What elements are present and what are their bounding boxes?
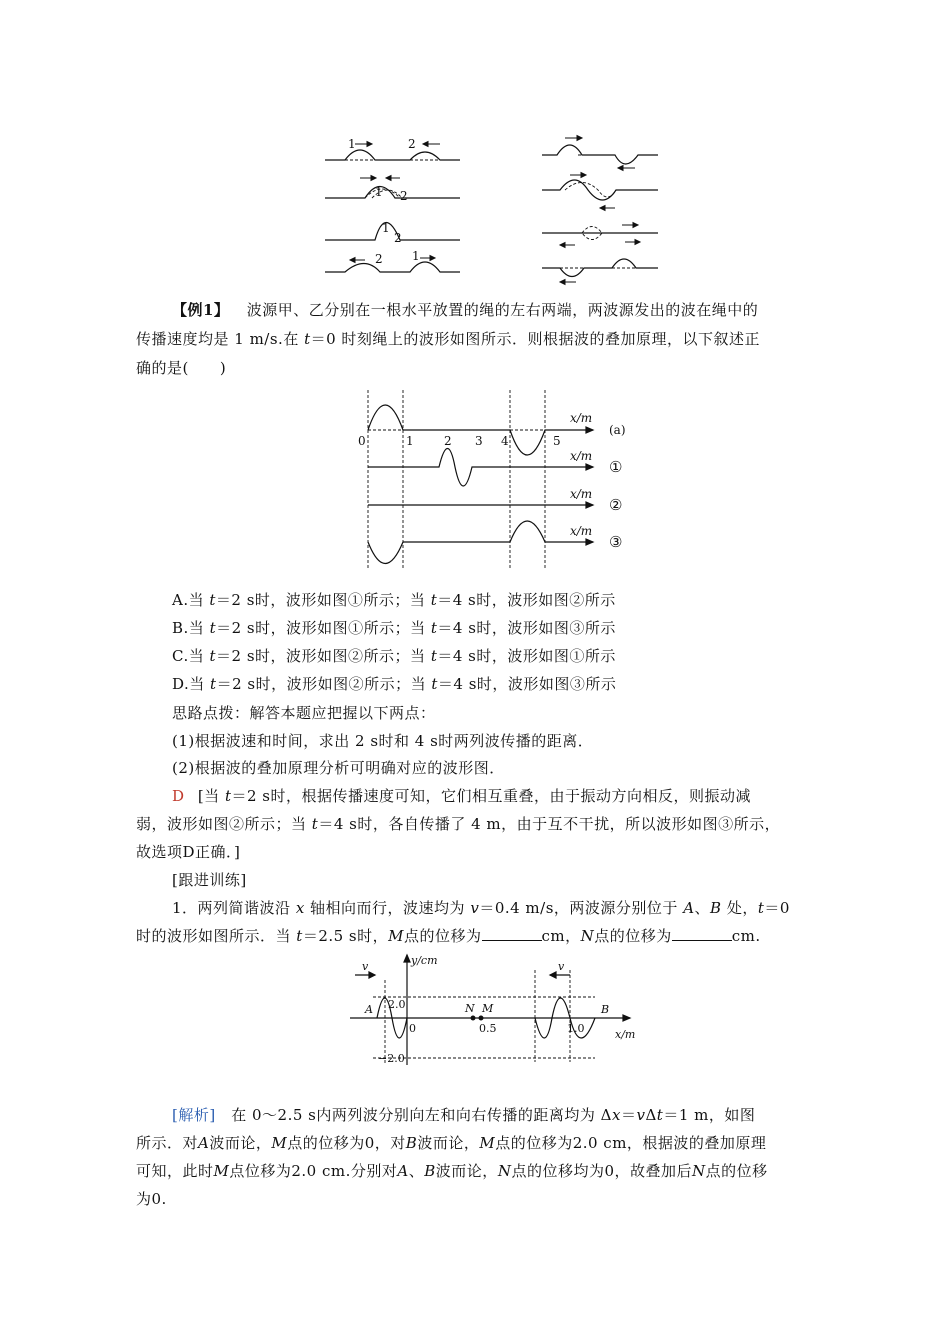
analysis-line: 为0. [136, 1190, 167, 1208]
tick-label: 2 [444, 434, 452, 448]
analysis-line: 可知，此时M点位移为2.0 cm.分别对A、B波而论，N点的位移均为0，故叠加后N点的位移 [136, 1162, 768, 1180]
row-label: (a) [609, 423, 626, 437]
point-n [471, 1016, 476, 1021]
y-axis-label: y/cm [411, 954, 438, 967]
axis-label: x/m [570, 449, 593, 463]
hint-title: 思路点拨：解答本题应把握以下两点： [172, 704, 436, 722]
answer-line: 故选项D正确．] [136, 843, 241, 861]
pulse-label: 2 [408, 137, 416, 151]
axis-label: x/m [570, 411, 593, 425]
x-axis-label: x/m [615, 1028, 636, 1041]
tick-label: 1 [406, 434, 414, 448]
pulse-label: 1 [412, 249, 420, 263]
hint-point: (1)根据波速和时间，求出 2 s时和 4 s时两列波传播的距离． [172, 732, 594, 750]
analysis-line: 所示．对A波而论，M点的位移为0，对B波而论，M点的位移为2.0 cm，根据波的叠加原理 [136, 1134, 767, 1152]
example-text: 传播速度均是 1 m/s.在 [136, 330, 305, 348]
axis-label: x/m [570, 524, 593, 538]
source-b-label: B [601, 1003, 610, 1016]
answer-letter: D [172, 787, 185, 805]
pulse-label: 1 [382, 221, 390, 235]
followup-question: 1．两列简谐波沿 x 轴相向而行，波速均为 v＝0.4 m/s，两波源分别位于 A、B 处，t＝0 [172, 899, 790, 917]
answer-line: D [当 t＝2 s时，根据传播速度可知，它们相互重叠，由于振动方向相反，则振动减 [172, 787, 751, 805]
tick-label: 4 [501, 434, 509, 448]
followup-title: [跟进训练] [172, 871, 247, 889]
y-tick-label: −2.0 [378, 1052, 405, 1065]
point-n-label: N [465, 1002, 475, 1015]
analysis-tag: [解析] [172, 1106, 216, 1124]
example-text: 波源甲、乙分别在一根水平放置的绳的左右两端，两波源发出的波在绳中的 [246, 301, 759, 319]
source-a-label: A [365, 1003, 373, 1016]
followup-question: 时的波形如图所示．当 t＝2.5 s时，M点的位移为 cm，N点的位移为 cm. [136, 927, 761, 945]
pulse-label: 2 [375, 252, 383, 266]
pulse-label: 2 [400, 189, 408, 203]
tick-label: 0 [358, 434, 366, 448]
hint-point: (2)根据波的叠加原理分析可明确对应的波形图． [172, 759, 505, 777]
pulse-label: 2 [394, 231, 402, 245]
option-b[interactable]: B.当 t＝2 s时，波形如图①所示；当 t＝4 s时，波形如图③所示 [172, 619, 616, 637]
answer-blank-m[interactable] [482, 926, 542, 941]
option-c[interactable]: C.当 t＝2 s时，波形如图②所示；当 t＝4 s时，波形如图①所示 [172, 647, 616, 665]
row-label: ③ [609, 533, 623, 551]
velocity-label: v [362, 960, 369, 973]
x-tick-label: 0.5 [479, 1022, 497, 1035]
figure-pulse-superposition [320, 130, 670, 280]
figure-wave-a [355, 390, 635, 570]
velocity-label: v [558, 960, 565, 973]
pulse-label: 1 [375, 185, 383, 199]
answer-line: 弱，波形如图②所示；当 t＝4 s时，各自传播了 4 m，由于互不干扰，所以波形如图③所示， [136, 815, 781, 833]
example-text: 确的是( ) [136, 359, 227, 377]
option-a[interactable]: A.当 t＝2 s时，波形如图①所示；当 t＝4 s时，波形如图②所示 [172, 591, 616, 609]
pulse-label: 1 [348, 137, 356, 151]
figure-wave-b [345, 950, 645, 1070]
point-m-label: M [482, 1002, 494, 1015]
x-tick-label: 0 [409, 1022, 416, 1035]
answer-blank-n[interactable] [672, 926, 732, 941]
row-label: ① [609, 458, 623, 476]
y-tick-label: 2.0 [388, 998, 406, 1011]
tick-label: 5 [553, 434, 561, 448]
point-m [479, 1016, 484, 1021]
tick-label: 3 [475, 434, 483, 448]
option-d[interactable]: D.当 t＝2 s时，波形如图②所示；当 t＝4 s时，波形如图③所示 [172, 675, 617, 693]
example-tag: 【例1】 [172, 301, 230, 319]
analysis-line: [解析] 在 0～2.5 s内两列波分别向左和向右传播的距离均为 Δx＝vΔt＝1 m，如图 [172, 1106, 756, 1124]
axis-label: x/m [570, 487, 593, 501]
x-tick-label: 1.0 [567, 1022, 585, 1035]
row-label: ② [609, 496, 623, 514]
